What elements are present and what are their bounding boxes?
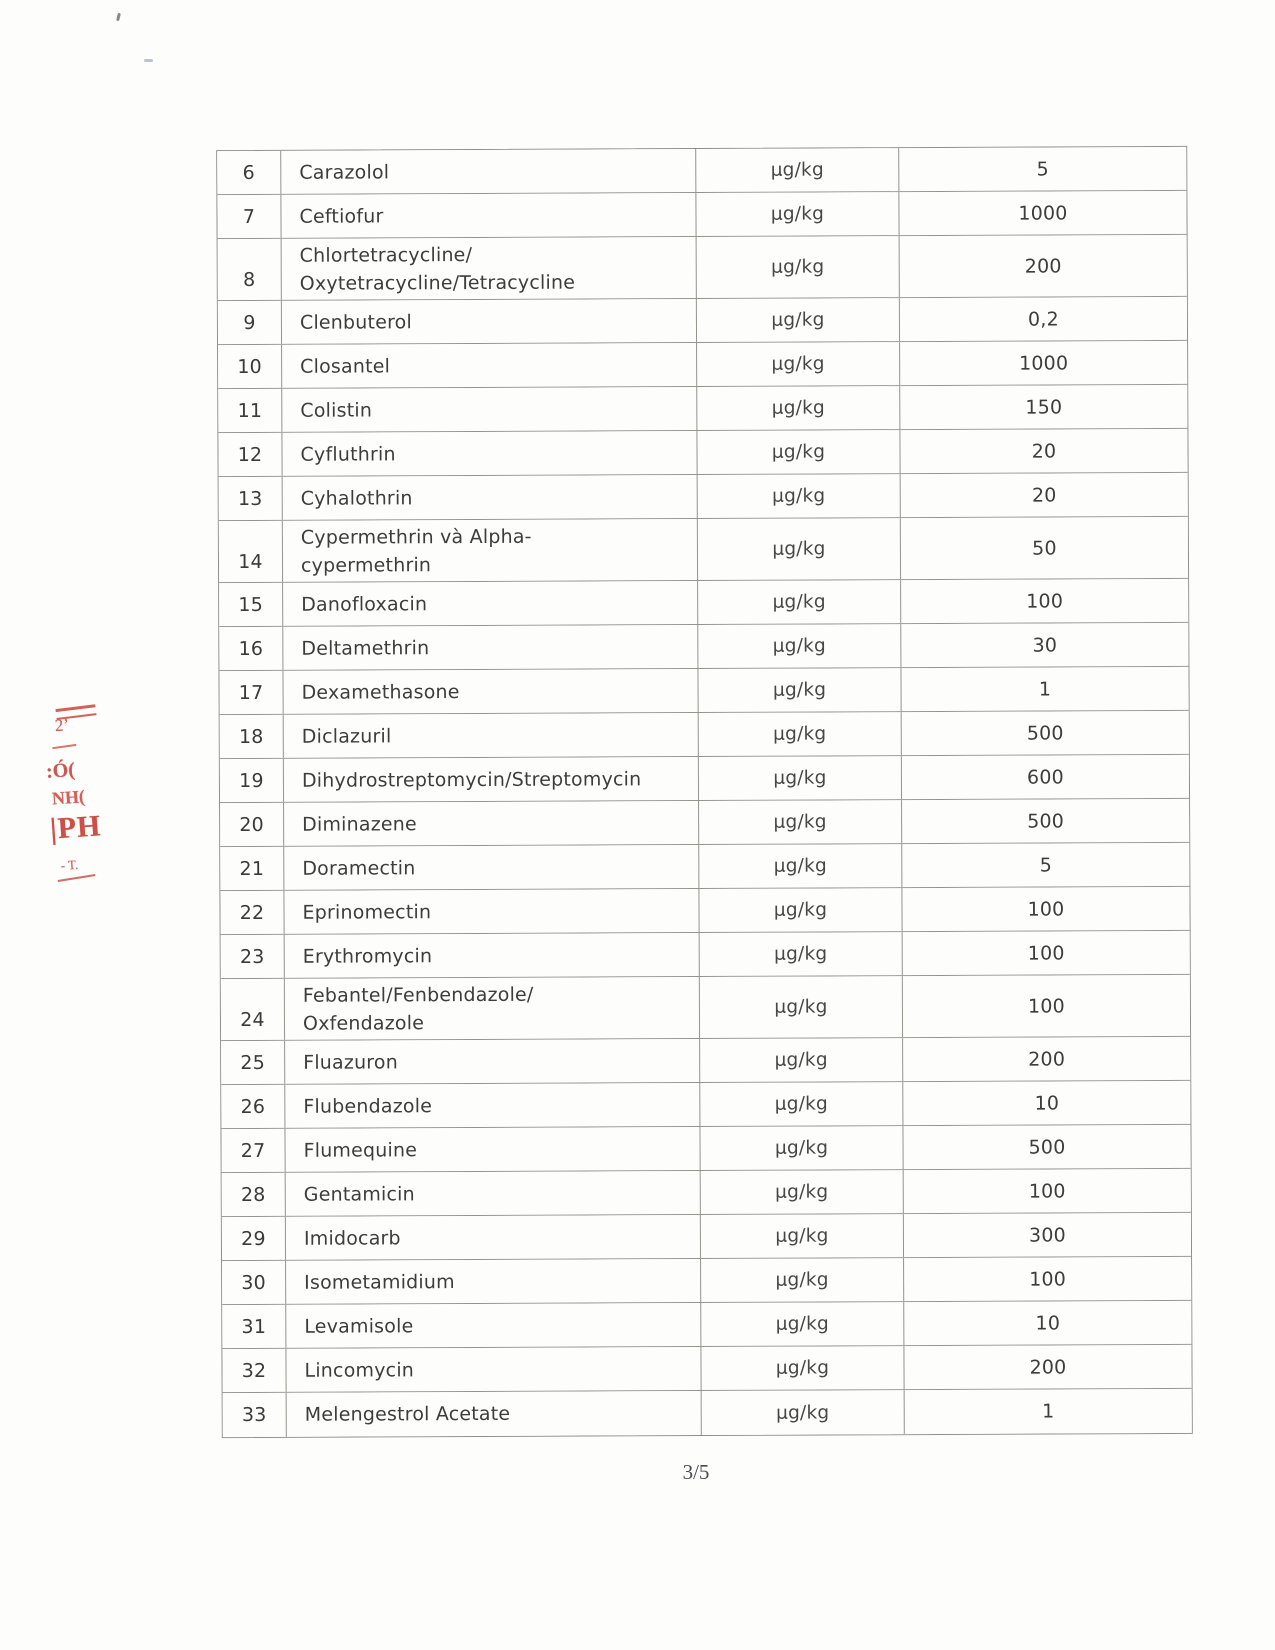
stamp-text: - T. <box>60 856 79 874</box>
row-number-cell: 20 <box>220 803 284 846</box>
stamp-text: NH( <box>51 786 86 809</box>
limit-value-cell: 5 <box>1039 853 1053 877</box>
stamp-text: 2ʼ <box>54 715 70 736</box>
limit-value-cell: 100 <box>1029 1267 1067 1291</box>
limit-value-cell: 10 <box>1034 1091 1060 1115</box>
unit-cell: µg/kg <box>700 1082 903 1126</box>
unit-cell: µg/kg <box>696 192 899 236</box>
unit-cell: µg/kg <box>697 430 900 474</box>
unit-cell: µg/kg <box>697 236 900 298</box>
row-number-cell: 15 <box>219 583 283 626</box>
table-row <box>219 473 1188 521</box>
substance-name-cell: Melengestrol Acetate <box>287 1391 702 1437</box>
table-row <box>222 1257 1191 1305</box>
table-row <box>219 623 1188 671</box>
limit-value-cell: 100 <box>1026 589 1064 613</box>
table-row <box>220 799 1189 847</box>
row-number-cell: 10 <box>218 345 282 388</box>
substance-name-cell: Flubendazole <box>285 1083 700 1128</box>
row-number-cell: 11 <box>218 389 282 432</box>
substance-name-cell: Flumequine <box>285 1127 700 1172</box>
row-number-cell: 28 <box>222 1173 286 1216</box>
row-number-cell: 29 <box>222 1217 286 1260</box>
table-row <box>221 1081 1190 1129</box>
limit-value-cell: 200 <box>1028 1047 1066 1071</box>
substance-name-cell: Gentamicin <box>286 1171 701 1216</box>
table-row <box>218 235 1187 301</box>
unit-cell: µg/kg <box>699 844 902 888</box>
limit-value-cell: 20 <box>1031 439 1057 463</box>
row-number-cell: 14 <box>219 521 283 582</box>
limit-value-cell: 200 <box>1029 1355 1067 1379</box>
table-row <box>220 711 1189 759</box>
row-number-cell: 21 <box>220 847 284 890</box>
row-number-cell: 17 <box>219 671 283 714</box>
substance-name-cell: Diminazene <box>284 801 699 846</box>
substance-name-cell: Eprinomectin <box>284 889 699 934</box>
table-row <box>218 385 1187 433</box>
table-row <box>220 843 1189 891</box>
table-row <box>218 429 1187 477</box>
unit-cell: µg/kg <box>697 298 900 342</box>
substance-name-cell: Diclazuril <box>284 713 699 758</box>
substance-name-cell: Clenbuterol <box>282 299 697 344</box>
row-number-cell: 23 <box>221 935 285 978</box>
unit-cell: µg/kg <box>701 1214 904 1258</box>
substance-name-cell: Chlortetracycline/ Oxytetracycline/Tetracycline <box>282 237 697 300</box>
row-number-cell: 16 <box>219 627 283 670</box>
row-number-cell: 19 <box>220 759 284 802</box>
row-number-cell: 25 <box>221 1041 285 1084</box>
row-number-cell: 33 <box>223 1393 287 1437</box>
unit-cell: µg/kg <box>698 474 901 518</box>
unit-cell: µg/kg <box>699 800 902 844</box>
unit-cell: µg/kg <box>701 1258 904 1302</box>
limit-value-cell: 10 <box>1035 1311 1061 1335</box>
stamp-border-line <box>58 874 96 882</box>
limit-value-cell: 500 <box>1028 1135 1066 1159</box>
substance-name-cell: Dexamethasone <box>283 669 698 714</box>
table-row <box>220 887 1189 935</box>
limit-value-cell: 150 <box>1025 395 1063 419</box>
table-row <box>221 975 1190 1041</box>
stamp-border-line <box>52 744 76 749</box>
row-number-cell: 6 <box>217 151 281 194</box>
substance-name-cell: Erythromycin <box>285 933 700 978</box>
unit-cell: µg/kg <box>700 932 903 976</box>
table-row <box>221 1037 1190 1085</box>
unit-cell: µg/kg <box>698 580 901 624</box>
substance-name-cell: Deltamethrin <box>283 625 698 670</box>
red-stamp-fragment <box>39 695 137 900</box>
row-number-cell: 24 <box>221 979 285 1040</box>
unit-cell: µg/kg <box>701 1170 904 1214</box>
limit-value-cell: 5 <box>1036 157 1049 181</box>
limit-value-cell: 30 <box>1032 633 1058 657</box>
table-row <box>220 755 1189 803</box>
table-row <box>222 1169 1191 1217</box>
row-number-cell: 32 <box>222 1349 286 1392</box>
mrl-table <box>216 146 1193 1438</box>
table-row <box>221 1125 1190 1173</box>
row-number-cell: 12 <box>218 433 282 476</box>
limit-value-cell: 1 <box>1042 1400 1055 1423</box>
scan-speck <box>144 59 153 62</box>
limit-value-cell: 200 <box>1024 254 1062 278</box>
limit-value-cell: 1 <box>1038 677 1052 701</box>
table-row <box>223 1389 1192 1437</box>
limit-value-cell: 500 <box>1026 721 1064 745</box>
stamp-text: |PH <box>48 809 103 846</box>
unit-cell: µg/kg <box>697 386 900 430</box>
row-number-cell: 18 <box>220 715 284 758</box>
row-number-cell: 8 <box>218 239 282 300</box>
limit-value-cell: 20 <box>1031 483 1057 507</box>
substance-name-cell: Doramectin <box>284 845 699 890</box>
unit-cell: µg/kg <box>701 1346 904 1390</box>
limit-value-cell: 100 <box>1027 941 1065 965</box>
unit-cell: µg/kg <box>699 888 902 932</box>
limit-value-cell: 500 <box>1027 809 1065 833</box>
unit-cell: µg/kg <box>701 1302 904 1346</box>
substance-name-cell: Imidocarb <box>286 1215 701 1260</box>
row-number-cell: 31 <box>222 1305 286 1348</box>
unit-cell: µg/kg <box>700 1126 903 1170</box>
unit-cell: µg/kg <box>698 518 901 580</box>
substance-name-cell: Levamisole <box>286 1303 701 1348</box>
substance-name-cell: Danofloxacin <box>283 581 698 626</box>
limit-value-cell: 100 <box>1028 1179 1066 1203</box>
substance-name-cell: Fluazuron <box>285 1039 700 1084</box>
substance-name-cell: Carazolol <box>281 149 696 194</box>
limit-value-cell: 0,2 <box>1027 307 1059 331</box>
row-number-cell: 7 <box>217 195 281 238</box>
limit-value-cell: 1000 <box>1018 201 1068 225</box>
substance-name-cell: Dihydrostreptomycin/Streptomycin <box>284 757 699 802</box>
unit-cell: µg/kg <box>696 148 899 192</box>
row-number-cell: 27 <box>221 1129 285 1172</box>
substance-name-cell: Isometamidium <box>286 1259 701 1304</box>
unit-cell: µg/kg <box>700 1038 903 1082</box>
unit-cell: µg/kg <box>702 1390 905 1435</box>
limit-value-cell: 50 <box>1032 536 1057 560</box>
table-row <box>218 341 1187 389</box>
row-number-cell: 9 <box>218 301 282 344</box>
limit-value-cell: 100 <box>1027 994 1065 1018</box>
row-number-cell: 22 <box>220 891 284 934</box>
limit-value-cell: 600 <box>1026 765 1064 789</box>
limit-value-cell: 100 <box>1027 897 1065 921</box>
table-row <box>222 1345 1191 1393</box>
stamp-text: :Ó( <box>45 758 76 783</box>
table-row <box>219 579 1188 627</box>
unit-cell: µg/kg <box>699 756 902 800</box>
table-row <box>217 191 1186 239</box>
unit-cell: µg/kg <box>699 712 902 756</box>
table-row <box>217 147 1186 195</box>
unit-cell: µg/kg <box>700 976 903 1038</box>
substance-name-cell: Lincomycin <box>286 1347 701 1392</box>
substance-name-cell: Cyfluthrin <box>282 431 697 476</box>
page-number: 3/5 <box>682 1460 710 1484</box>
substance-name-cell: Febantel/Fenbendazole/ Oxfendazole <box>285 977 700 1040</box>
substance-name-cell: Cyhalothrin <box>283 475 698 520</box>
table-row <box>219 667 1188 715</box>
substance-name-cell: Colistin <box>282 387 697 432</box>
unit-cell: µg/kg <box>698 624 901 668</box>
table-row <box>219 517 1188 583</box>
row-number-cell: 26 <box>221 1085 285 1128</box>
table-row <box>222 1213 1191 1261</box>
substance-name-cell: Cypermethrin và Alpha- cypermethrin <box>283 519 698 582</box>
unit-cell: µg/kg <box>697 342 900 386</box>
row-number-cell: 13 <box>219 477 283 520</box>
scan-speck <box>116 13 121 21</box>
table-row <box>222 1301 1191 1349</box>
row-number-cell: 30 <box>222 1261 286 1304</box>
unit-cell: µg/kg <box>698 668 901 712</box>
table-row <box>218 297 1187 345</box>
substance-name-cell: Ceftiofur <box>281 193 696 238</box>
limit-value-cell: 300 <box>1028 1223 1066 1247</box>
table-row <box>221 931 1190 979</box>
limit-value-cell: 1000 <box>1019 351 1069 375</box>
substance-name-cell: Closantel <box>282 343 697 388</box>
